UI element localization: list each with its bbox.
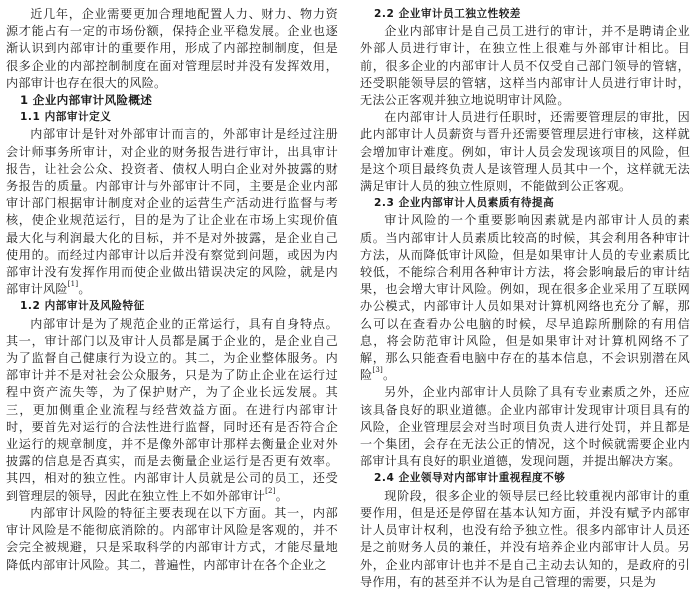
subsection-heading-2-4: 2.4 企业领导对内部审计重视程度不够 [374,472,566,485]
paragraph-2-2-a: 企业内部审计是自己员工进行的审计，并不是聘请企业外部人员进行审计，在独立性上很难与外部审计相比。目前，很多企业的内部审计人员不仅受自己部门领导的管辖，还受职能领导层的管辖，这样当内部审计人员进行审计时，无法公正客观并独立地说明审计风险。 [360,24,690,108]
paragraph-1-1 [6,126,338,298]
paragraph-2-3-a-text: 审计风险的一个重要影响因素就是内部审计人员的素质。当内部审计人员素质比较高的时候，其会利用各种审计方法，从而降低审计风险，但是如果审计人员的专业素质比较低，不能综合利用各种审计方法，将会影响最后的审计结果，也会增大审计风险。例如，现在很多企业采用了互联网办公模式，内部审计人员如果对计算机网络也充分了解，那么可以在查看办公电脑的时候，尽早追踪所删除的有用信息，将会防范审计风险，但是如果审计对计算机网络不了解，那么只能查看电脑中存在的基本信息，不会识别潜在风险 [360,213,690,383]
paragraph-1-2-a-end: 。 [275,488,289,503]
paragraph-1-2-a [6,316,338,505]
citation-3: [3] [372,366,383,375]
paragraph-1-1-end: 。 [78,282,91,297]
section-heading-1: 1 企业内部审计风险概述 [20,93,153,108]
paragraph-1-1-text: 内部审计是针对外部审计而言的，外部审计是经过注册会计师事务所审计，对企业的财务报告进行审计，出具审计报告，让社会公众、投资者、债权人明白企业对外披露的财务报告的质量。内部审计与外部审计不同，主要是企业内部审计部门根据审计制度对企业的运营生产活动进行监督与考核，使企业规范运行，目的是为了让企业在市场上实现价值最大化与利润最大化的目标，并不是对外披露，是企业自己使用的。而经过内部审计以后并没有察觉到问题，或因为内部审计没有发挥作用而使企业做出错误决定的风险，就是内部审计风险 [6,127,338,297]
paragraph-2-4-a: 现阶段，很多企业的领导层已经比较重视内部审计的重要作用，但是还是停留在基本认知方面，并没有赋予内部审计人员审计权利，也没有给予独立性。很多内部审计人员还是之前财务人员的兼任，并没有培养企业内部审计人员。另外，企业内部审计也并不是自己主动去认知的，是政府的引导作用，有的甚至并不认为是自己管理的需要，只是为 [360,488,690,589]
subsection-heading-2-2: 2.2 企业审计员工独立性较差 [374,8,521,20]
paragraph-2-2-b: 在内部审计人员进行任职时，还需要管理层的审批，因此内部审计人员薪资与晋升还需要管理层进行审核，这样就会增加审计难度。例如，审计人员会发现该项目的风险，但是这个项目最终负责人是该管理人员其中一个，这样就无法满足审计人员的独立性原则，不能做到公正客观。 [360,110,690,194]
right-column [360,6,690,591]
intro-paragraph: 近几年，企业需要更加合理地配置人力、财力、物力资源才能占有一定的市场份额，保持企业平稳发展。企业也逐渐认识到内部审计的重要作用，形成了内部控制制度，但是很多企业的内部控制制度在面对管理层时并没有发挥效用，内部审计也存在很大的风险。 [6,7,338,90]
left-column [6,6,338,574]
subsection-heading-1-1: 1.1 内部审计定义 [20,111,112,124]
paragraph-2-3-a-end: 。 [383,368,396,383]
subsection-heading-1-2: 1.2 内部审计及风险特征 [20,300,145,313]
subsection-heading-2-3: 2.3 企业内部审计人员素质有待提高 [374,197,555,210]
paragraph-1-2-b: 内部审计风险的特征主要表现在以下方面。其一，内部审计风险是不能彻底消除的。内部审计风险是客观的，并不会完全被规避，只是采取科学的内部审计方式，才能尽量地降低内部审计风险。其二，普遍性，内部审计在各个企业之 [6,505,338,572]
paragraph-2-3-b: 另外，企业内部审计人员除了具有专业素质之外，还应该具备良好的职业道德。企业内部审计发现审计项目具有的风险，企业管理层会对当时项目负责人进行处罚，并且都是一个集团，会存在无法公正的情况，这个时候就需要企业内部审计具有良好的职业道德，发现问题，并提出解决方案。 [360,385,690,469]
citation-2: [2] [265,486,276,495]
citation-1: [1] [67,280,79,289]
paragraph-1-2-a-text: 内部审计是为了规范企业的正常运行，具有自身特点。其一，审计部门以及审计人员都是属于企业的，是企业自己为了监督自己健康行为设立的。其二，为企业整体服务。内部审计并不是对社会公众服务，只是为了防止企业在运行过程中资产流失等，为了保护财产，为了企业长远发展。其三，更加侧重企业流程与经营效益方面。在进行内部审计时，要首先对运行的合法性进行监督，同时还有是否符合企业运行的规章制度，并不是像外部审计那样去衡量企业对外披露的信息是否真实，而是去衡量企业运行是否更有效率。其四，相对的独立性。内部审计人员就是公司的员工，还受到管理层的领导，因此在独立性上不如外部审计 [6,316,338,503]
paragraph-2-3-a [360,212,690,384]
